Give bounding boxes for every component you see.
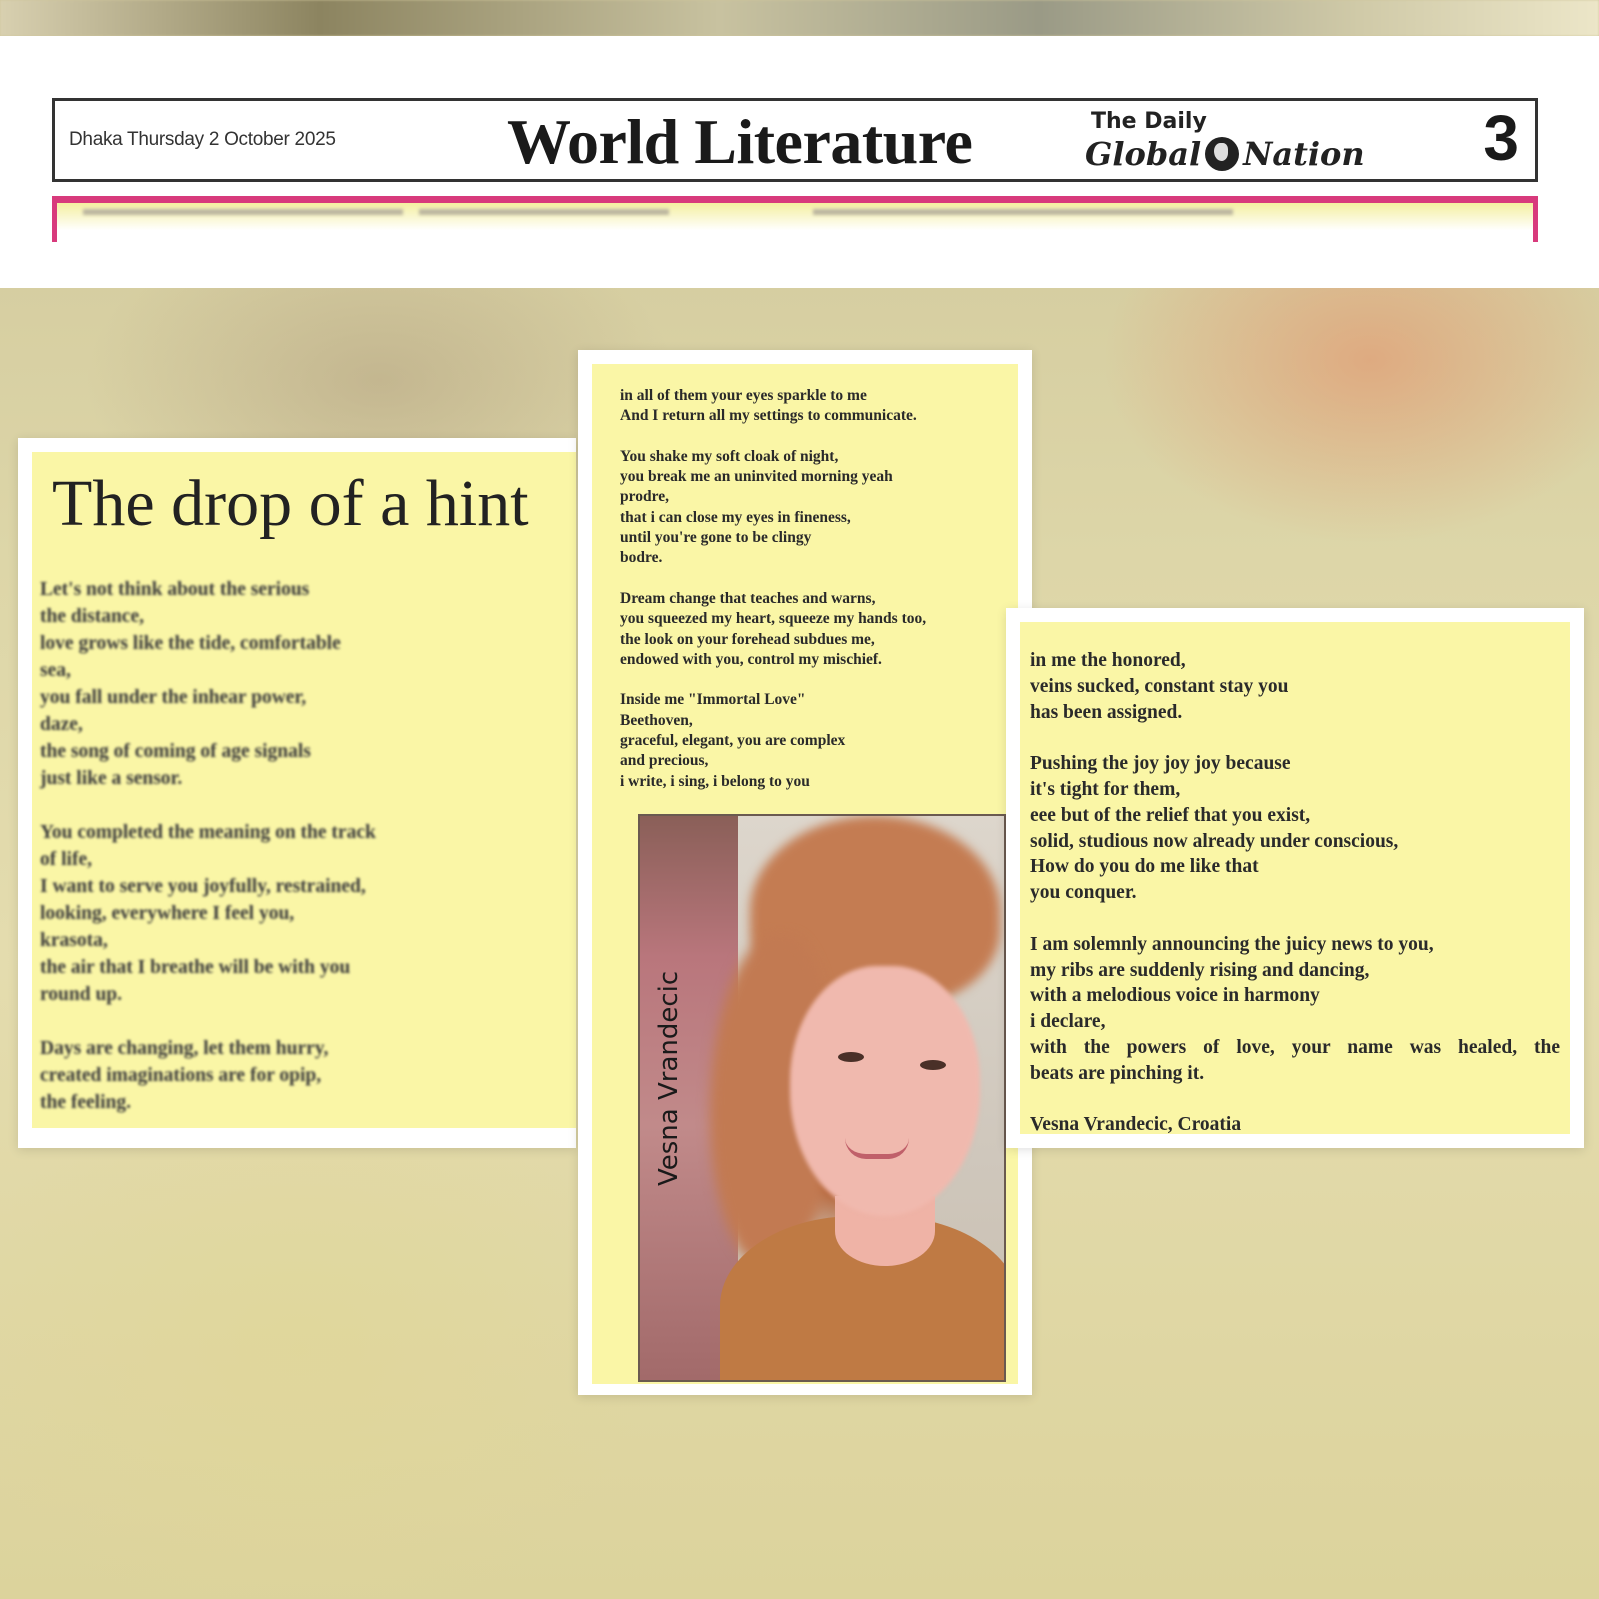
portrait-photo: [638, 814, 1006, 1382]
photo-caption: Vesna Vrandecic: [654, 970, 684, 1186]
poem-card-left: [18, 438, 576, 1148]
poem-line: I want to serve you joyfully, restrained,: [40, 876, 366, 897]
poem-title: The drop of a hint: [52, 467, 529, 540]
poem-card-middle: [578, 350, 1032, 1395]
poem-line: the look on your forehead subdues me,: [620, 630, 875, 648]
poem-line: Beethoven,: [620, 711, 693, 729]
blurred-text-smear: [419, 209, 669, 215]
poem-paper-middle: [592, 364, 1018, 1384]
poem-stanza: [1030, 932, 1560, 1087]
poem-text-middle: [620, 386, 1010, 812]
poem-line: krasota,: [40, 930, 108, 951]
poem-stanza: [620, 690, 1010, 791]
poem-line: you squeezed my heart, squeeze my hands too,: [620, 610, 927, 628]
poem-stanza: [40, 1035, 560, 1116]
poem-line: with a melodious voice in harmony: [1030, 985, 1320, 1007]
eye-shape: [920, 1060, 946, 1070]
poem-line: Days are changing, let them hurry,: [40, 1038, 329, 1059]
poem-line: the feeling.: [40, 1092, 131, 1113]
poem-line: How do you do me like that: [1030, 856, 1259, 878]
poem-line: daze,: [40, 714, 83, 735]
poem-line: the air that I breathe will be with you: [40, 957, 351, 978]
poem-line: eee but of the relief that you exist,: [1030, 804, 1311, 826]
poem-line: beats are pinching it.: [1030, 1062, 1205, 1084]
poem-line: has been assigned.: [1030, 701, 1183, 723]
poem-line: bodre.: [620, 549, 663, 567]
globe-icon: [1205, 137, 1239, 171]
poem-line: my ribs are suddenly rising and dancing,: [1030, 959, 1370, 981]
poem-line: love grows like the tide, comfortable: [40, 633, 341, 654]
poem-line: veins sucked, constant stay you: [1030, 675, 1289, 697]
poem-line: and precious,: [620, 752, 709, 770]
masthead-page-number: 3: [1483, 102, 1519, 174]
poem-line: I am solemnly announcing the juicy news to you,: [1030, 933, 1434, 955]
poem-line: You completed the meaning on the track: [40, 822, 376, 843]
poem-stanza: [1030, 751, 1560, 906]
accent-bar: [52, 196, 1538, 242]
masthead-brand-logo: [1085, 135, 1365, 173]
poem-line: you break me an uninvited morning yeah: [620, 468, 893, 486]
poem-stanza: [620, 447, 1010, 569]
poem-line: solid, studious now already under conscious,: [1030, 830, 1399, 852]
poem-line: round up.: [40, 984, 123, 1005]
masthead-section-title: World Literature: [507, 106, 973, 177]
poem-line: with the powers of love, your name was healed, the: [1030, 1036, 1560, 1058]
poem-line: of life,: [40, 849, 92, 870]
poem-stanza: [40, 576, 560, 792]
poem-line: in all of them your eyes sparkle to me: [620, 387, 867, 404]
newspaper-masthead-area: [0, 36, 1599, 288]
masthead-dateline: Dhaka Thursday 2 October 2025: [69, 129, 336, 150]
poem-line: You shake my soft cloak of night,: [620, 447, 839, 465]
blurred-text-smear: [83, 209, 403, 215]
poem-line: you fall under the inhear power,: [40, 687, 307, 708]
poem-line: created imaginations are for opip,: [40, 1065, 322, 1086]
poem-line: i write, i sing, i belong to you: [620, 772, 810, 790]
poem-text-left: [40, 576, 560, 1143]
poem-line: the song of coming of age signals: [40, 741, 311, 762]
poem-line: Pushing the joy joy joy because: [1030, 753, 1291, 775]
poem-line: until you're gone to be clingy: [620, 529, 812, 547]
brand-right-text: Nation: [1243, 135, 1365, 173]
poem-card-right: [1006, 608, 1584, 1148]
poem-line: prodre,: [620, 488, 669, 506]
poem-line: you conquer.: [1030, 882, 1137, 904]
poem-line: Let's not think about the serious: [40, 579, 310, 600]
poem-signature: Vesna Vrandecic, Croatia: [1030, 1114, 1242, 1136]
poem-line: graceful, elegant, you are complex: [620, 732, 846, 750]
poem-line: Dream change that teaches and warns,: [620, 589, 876, 607]
poem-stanza: [620, 589, 1010, 670]
poem-line: And I return all my settings to communicate.: [620, 407, 917, 425]
eye-shape: [838, 1052, 864, 1062]
masthead-brand-top: The Daily: [1091, 109, 1207, 134]
poem-text-right: [1030, 648, 1560, 1138]
poem-line: looking, everywhere I feel you,: [40, 903, 295, 924]
poem-paper-left: [32, 452, 576, 1128]
poem-line: in me the honored,: [1030, 650, 1186, 671]
poem-line: that i can close my eyes in fineness,: [620, 508, 851, 526]
top-blur-strip: [0, 0, 1599, 36]
poem-stanza: [620, 386, 1010, 427]
poem-line: it's tight for them,: [1030, 778, 1181, 800]
face-shape: [790, 966, 980, 1216]
poem-line: the distance,: [40, 606, 144, 627]
poem-paper-right: [1020, 622, 1570, 1134]
poem-stanza: [1030, 648, 1560, 725]
brand-left-text: Global: [1085, 135, 1202, 173]
poem-line: Inside me "Immortal Love": [620, 691, 806, 709]
poem-line: endowed with you, control my mischief.: [620, 650, 882, 668]
poem-stanza: [40, 819, 560, 1008]
poem-line: sea,: [40, 660, 71, 681]
blurred-text-smear: [813, 209, 1233, 215]
poem-line: i declare,: [1030, 1011, 1106, 1033]
masthead-box: [52, 98, 1538, 182]
poem-line: just like a sensor.: [40, 768, 183, 789]
